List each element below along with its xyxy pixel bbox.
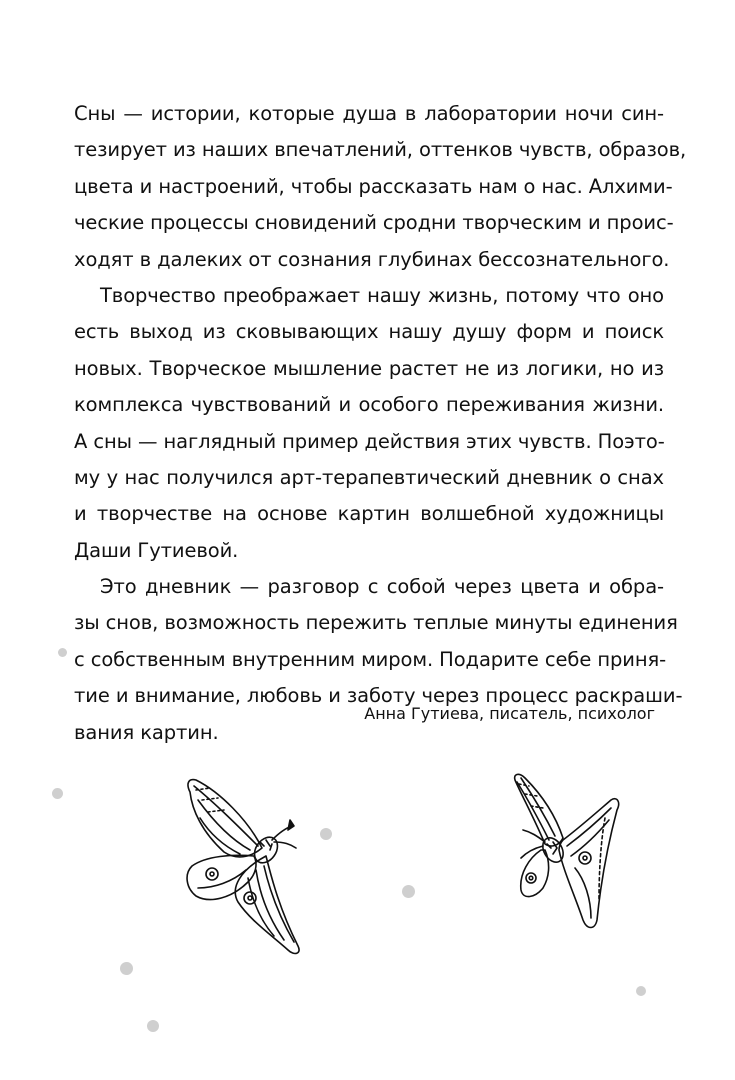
paragraph-1-line-2: тезирует из наших впечатлений, оттенков чувств, образов, (74, 138, 687, 162)
decor-dot (52, 788, 63, 799)
paragraph-3-line-3: с собственным внутренним миром. Подарите себе приня- (74, 647, 667, 671)
decor-dot (58, 648, 67, 657)
moth-icon (180, 770, 310, 960)
paragraph-3-line-5: вания картин. (74, 720, 219, 744)
paragraph-2-line-5: А сны — наглядный пример действия этих чувств. Поэто- (74, 429, 665, 453)
paragraph-2-line-2: есть выход из сковывающих нашу душу форм и поиск (74, 320, 664, 344)
paragraph-2-line-1: Творчество преображает нашу жизнь, потому что оно (100, 283, 664, 307)
paragraph-2-line-8: Даши Гутиевой. (74, 538, 239, 562)
author-signature: Анна Гутиева, писатель, психолог (364, 704, 655, 723)
paragraph-2-line-4: комплекса чувствований и особого переживания жизни. (74, 393, 664, 417)
paragraph-1-line-3: цвета и настроений, чтобы рассказать нам о нас. Алхими- (74, 174, 673, 198)
decor-dot (320, 828, 332, 840)
decor-dot (402, 885, 415, 898)
decor-dot (147, 1020, 159, 1032)
paragraph-2-line-3: новых. Творческое мышление растет не из логики, но из (74, 356, 664, 380)
paragraph-1-line-5: ходят в далеких от сознания глубинах бессознательного. (74, 247, 670, 271)
paragraph-2-line-7: и творчестве на основе картин волшебной художницы (74, 502, 664, 526)
paragraph-1-line-4: ческие процессы сновидений сродни творческим и проис- (74, 211, 674, 235)
paragraph-1-line-1: Сны — истории, которые душа в лаборатории ночи син- (74, 102, 664, 125)
moth-icon (505, 770, 625, 940)
decor-dot (636, 986, 646, 996)
paragraph-2-line-6: му у нас получился арт-терапевтический дневник о снах (74, 465, 664, 489)
paragraph-3-line-1: Это дневник — разговор с собой через цвета и обра- (100, 575, 664, 599)
paragraph-3-line-2: зы снов, возможность пережить теплые минуты единения (74, 611, 678, 635)
decor-dot (120, 962, 133, 975)
paragraph-3-line-4: тие и внимание, любовь и заботу через процесс раскраши- (74, 684, 683, 708)
intro-text (74, 96, 687, 751)
